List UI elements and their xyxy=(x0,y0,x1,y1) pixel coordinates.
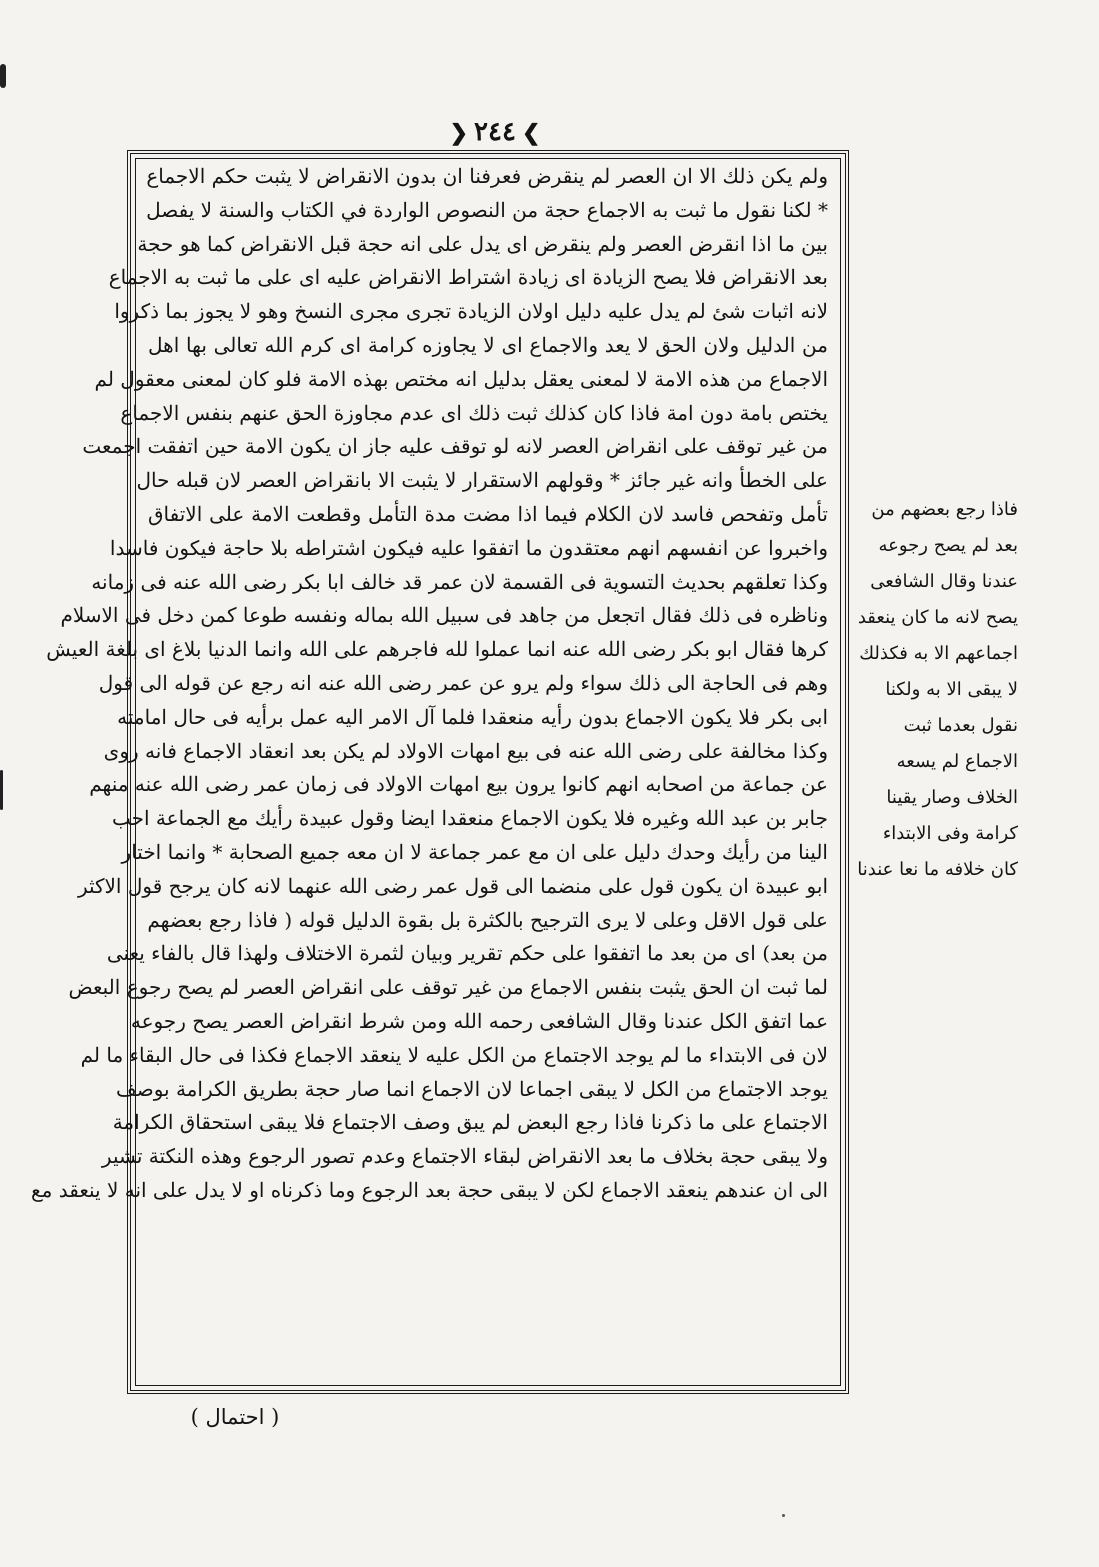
main-text-line: تأمل وتفحص فاسد لان الكلام فيما اذا مضت مدة التأمل وقطعت الامة على الاتفاق xyxy=(148,501,828,526)
margin-note-line: كان خلافه ما نعا عندنا xyxy=(857,859,1018,880)
main-text-line: الاجماع من هذه الامة لا لمعنى يعقل بدليل انه مختص بهذه الامة فلو كان لمعنى معقول لم xyxy=(94,366,828,391)
margin-note-line: يصح لانه ما كان ينعقد xyxy=(857,607,1018,628)
main-text-line: من غير توقف على انقراض العصر لانه لو توقف عليه جاز ان يكون الامة حين اتفقت اجمعت xyxy=(82,434,828,459)
margin-note-block xyxy=(848,492,1018,922)
main-text-line: لان فى الابتداء ما لم يوجد الاجتماع من الكل عليه لا ينعقد الاجماع فكذا فى حال البقاء ما لم xyxy=(80,1042,828,1067)
main-text-line: وكذا مخالفة على رضى الله عنه فى بيع امهات الاولاد لم يكن بعد انعقاد الاجماع فانه روى xyxy=(103,738,828,763)
main-text-line: * لكنا نقول ما ثبت به الاجماع حجة من النصوص الواردة في الكتاب والسنة لا يفصل xyxy=(146,197,828,222)
margin-note-line: اجماعهم الا به فكذلك xyxy=(859,643,1018,664)
margin-note-line: كرامة وفى الابتداء xyxy=(882,823,1018,844)
main-text-line: وكذا تعلقهم بحديث التسوية فى القسمة لان عمر قد خالف ابا بكر رضى الله عنه فى زمانه xyxy=(91,569,828,594)
main-text-line: الينا من رأيك وحدك دليل على ان مع عمر جماعة لا ان معه جميع الصحابة * وانما اختار xyxy=(121,839,828,864)
main-text-line: يوجد الاجتماع من الكل لا يبقى اجماعا لان الاجماع انما صار حجة بطريق الكرامة بوصف xyxy=(116,1076,828,1101)
edge-mark-top xyxy=(0,64,6,88)
ornament-right-icon: ❯ xyxy=(521,120,541,146)
main-text-line: لانه اثبات شئ لم يدل عليه دليل اولان الزيادة تجرى مجرى النسخ وهو لا يجوز بما ذكروا xyxy=(114,299,828,324)
page-number-value: ٢٤٤ xyxy=(474,117,516,147)
main-text-line: يختص بامة دون امة فاذا كان كذلك ثبت ذلك اى عدم مجاوزة الحق عنهم بنفس الاجماع xyxy=(120,400,828,425)
main-text-line: وناظره فى ذلك فقال اتجعل من جاهد فى سبيل الله بماله ونفسه طوعا كمن دخل فى الاسلام xyxy=(60,603,828,628)
margin-note-line: الاجماع لم يسعه xyxy=(896,751,1018,772)
page-number xyxy=(430,112,560,152)
main-text-block xyxy=(31,160,828,1386)
margin-note-line: عندنا وقال الشافعى xyxy=(870,571,1018,592)
main-text-line: الى ان عندهم ينعقد الاجماع لكن لا يبقى حجة بعد الرجوع وما ذكرناه او لا يدل على انه لا ينعقد مع xyxy=(31,1177,828,1202)
main-text-line: من بعد) اى من بعد ما اتفقوا على حكم تقرير وبيان لثمرة الاختلاف ولهذا قال بالفاء يعنى xyxy=(106,941,828,966)
catchword: ( احتمال ) xyxy=(190,1405,280,1429)
margin-note-line: بعد لم يصح رجوعه xyxy=(878,535,1018,556)
dust-speck xyxy=(782,1514,785,1517)
main-text-line: لما ثبت ان الحق يثبت بنفس الاجماع من غير توقف على انقراض العصر لم يصح رجوع البعض xyxy=(68,975,828,1000)
ornament-left-icon: ❮ xyxy=(449,120,469,146)
main-text-line: بعد الانقراض فلا يصح الزيادة اى زيادة اشتراط الانقراض عليه اى على ما ثبت به الاجماع xyxy=(108,265,828,290)
main-text-line: ابو عبيدة ان يكون قول على منضما الى قول عمر رضى الله عنهما لانه كان يرجح قول الاكثر xyxy=(77,873,828,898)
margin-note-line: فاذا رجع بعضهم من xyxy=(871,499,1018,520)
main-text-line: ولم يكن ذلك الا ان العصر لم ينقرض فعرفنا ان بدون الانقراض لا يثبت حكم الاجماع xyxy=(146,164,828,188)
main-text-line: كرها فقال ابو بكر رضى الله عنه انما عملوا لله فاجرهم على الله وانما الدنيا بلاغ اى بلغة العيش xyxy=(46,637,828,662)
main-text-line: وهم فى الحاجة الى ذلك سواء ولم يرو عن عمر رضى الله عنه انه رجع عن قوله الى قول xyxy=(98,670,828,695)
main-text-line: جابر بن عبد الله وغيره فلا يكون الاجماع منعقدا ايضا وقول عبيدة رأيك مع الجماعة احب xyxy=(112,806,828,831)
main-text-line: على قول الاقل وعلى لا يرى الترجيح بالكثرة بل بقوة الدليل قوله ( فاذا رجع بعضهم xyxy=(147,907,828,932)
margin-note-line: لا يبقى الا به ولكنا xyxy=(885,679,1018,700)
main-text-line: عن جماعة من اصحابه انهم كانوا يرون بيع امهات الاولاد فى زمان عمر رضى الله عنه منهم xyxy=(89,772,828,797)
main-text-line: عما اتفق الكل عندنا وقال الشافعى رحمه الله ومن شرط انقراض العصر يصح رجوعه xyxy=(130,1008,828,1033)
margin-note-line: نقول بعدما ثبت xyxy=(903,715,1018,736)
main-text-line: ابى بكر فلا يكون الاجماع بدون رأيه منعقدا فلما آل الامر اليه عمل برأيه فى حال امامته xyxy=(117,704,828,729)
main-text-line: على الخطأ وانه غير جائز * وقولهم الاستقرار لا يثبت الا بانقراض العصر لان قبله حال xyxy=(136,468,828,493)
main-text-line: بين ما اذا انقرض العصر ولم ينقرض اى يدل على انه حجة قبل الانقراض كما هو حجة xyxy=(137,231,828,256)
main-text-line: واخبروا عن انفسهم انهم معتقدون ما اتفقوا عليه فيكون اشتراطه بلا حاجة فيكون فاسدا xyxy=(109,535,828,560)
edge-mark-middle xyxy=(0,770,3,810)
main-text-line: من الدليل ولان الحق لا يعد والاجماع اى لا يجاوزه كرامة اى كرم الله تعالى بها اهل xyxy=(148,332,828,357)
margin-note-line: الخلاف وصار يقينا xyxy=(886,787,1018,808)
main-text-line: الاجتماع على ما ذكرنا فاذا رجع البعض لم يبق وصف الاجتماع فلا يبقى استحقاق الكرامة xyxy=(112,1110,828,1135)
main-text-line: ولا يبقى حجة بخلاف ما بعد الانقراض لبقاء الاجتماع وعدم تصور الرجوع وهذه النكتة تشير xyxy=(101,1144,828,1169)
